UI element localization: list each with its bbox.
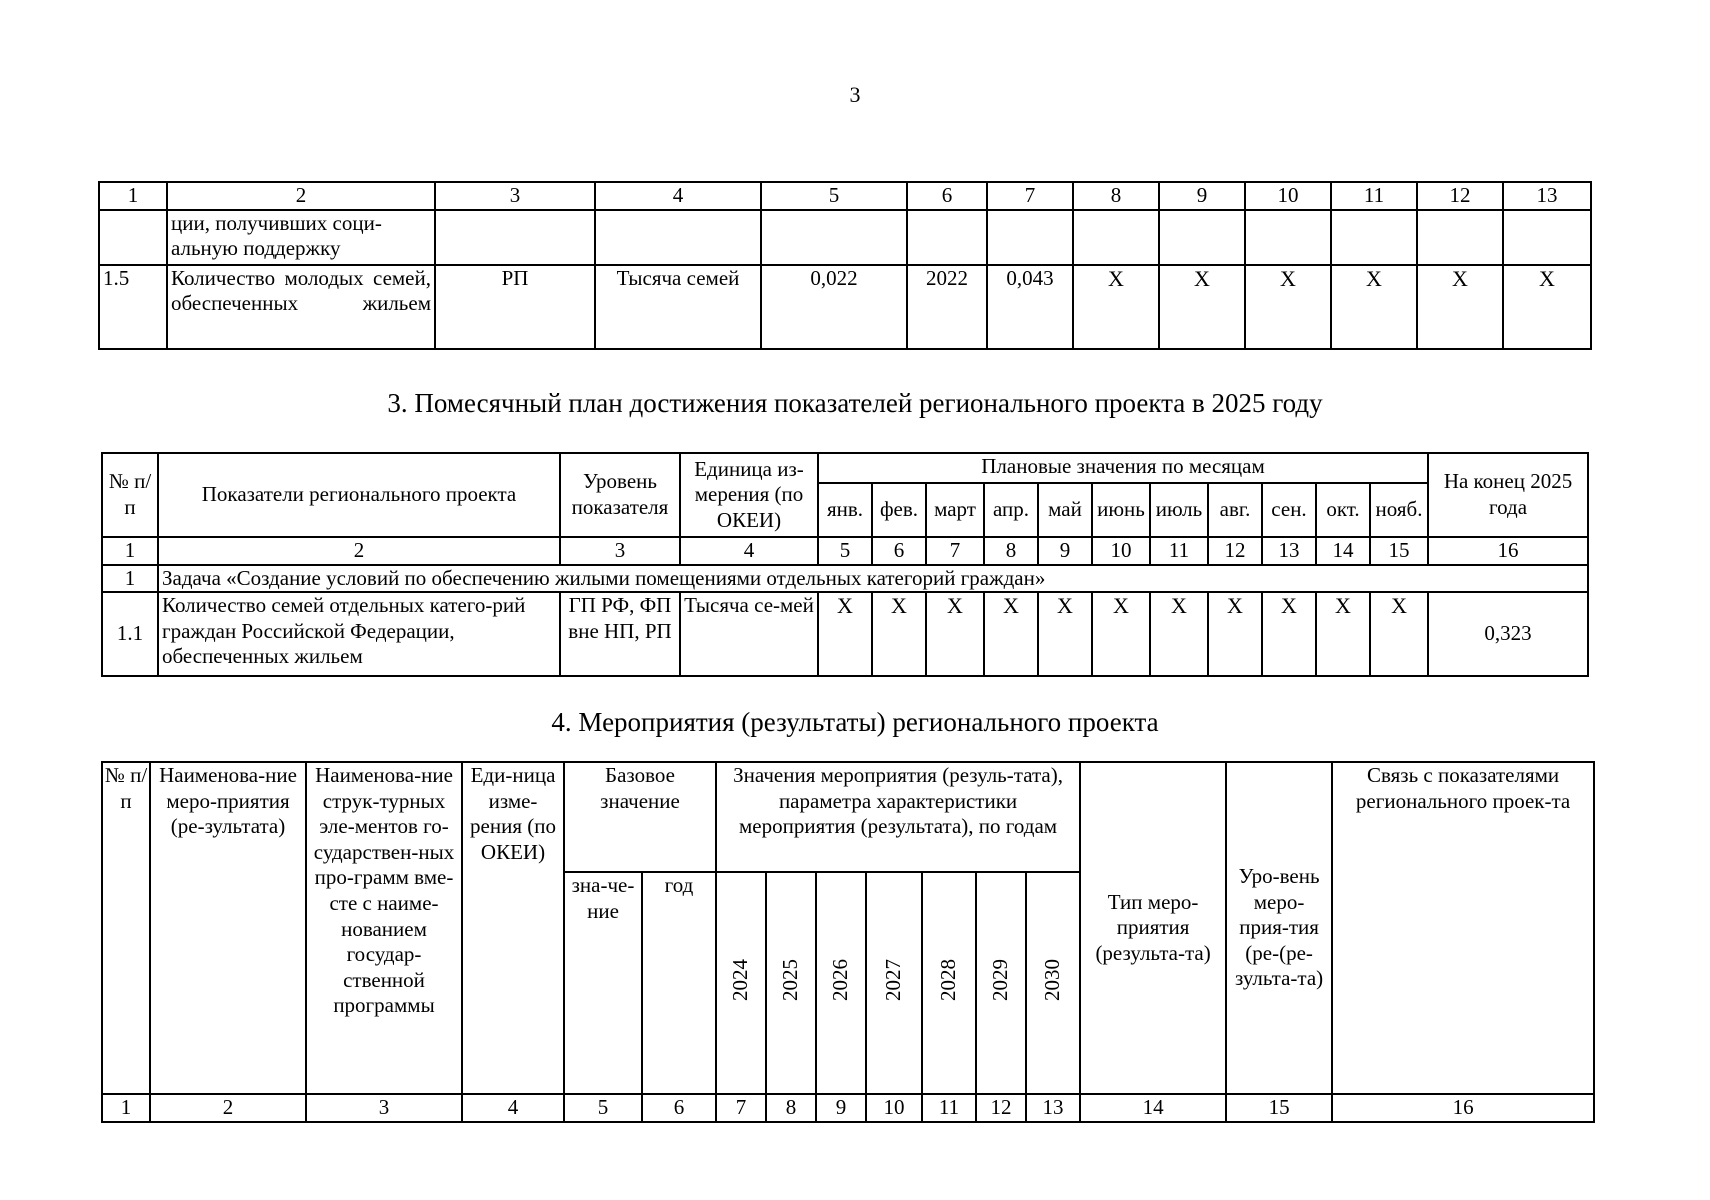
- x-mark: X: [1150, 592, 1208, 676]
- col-number: 8: [984, 537, 1038, 565]
- value-cell: 0,043: [987, 265, 1073, 349]
- col-number: 6: [872, 537, 926, 565]
- header-base-value: зна-че-ние: [564, 872, 642, 1094]
- x-mark: X: [818, 592, 872, 676]
- x-mark: X: [1262, 592, 1316, 676]
- row-number: 1.1: [102, 592, 158, 676]
- x-mark: X: [1159, 265, 1245, 349]
- year-label: 2029: [988, 958, 1013, 1001]
- header-plan: Плановые значения по месяцам: [818, 453, 1428, 483]
- col-number: 13: [1262, 537, 1316, 565]
- col-number: 4: [462, 1094, 564, 1122]
- col-number: 7: [987, 182, 1073, 210]
- task-number: 1: [102, 565, 158, 593]
- x-mark: X: [1245, 265, 1331, 349]
- col-number: 2: [167, 182, 435, 210]
- col-number: 1: [99, 182, 167, 210]
- col-number: 6: [907, 182, 987, 210]
- header-struct: Наименова-ние струк-турных эле-ментов го-сударствен-ных про-грамм вме-сте с наиме-нованием государ-ственной программы: [306, 762, 462, 1094]
- header-link: Связь с показателями регионального проек-та: [1332, 762, 1594, 1094]
- year-header: [1026, 872, 1080, 1094]
- column-number-row: [102, 537, 1588, 565]
- col-number: 10: [866, 1094, 922, 1122]
- col-number: 7: [716, 1094, 766, 1122]
- month-header: авг.: [1208, 483, 1262, 537]
- column-number-row: [99, 182, 1591, 210]
- x-mark: X: [1073, 265, 1159, 349]
- indicator-level: ГП РФ, ФП вне НП, РП: [560, 592, 680, 676]
- year-header: [816, 872, 866, 1094]
- year-label: 2026: [828, 958, 853, 1001]
- col-number: 16: [1332, 1094, 1594, 1122]
- col-number: 4: [680, 537, 818, 565]
- month-header: июль: [1150, 483, 1208, 537]
- col-number: 4: [595, 182, 761, 210]
- col-number: 14: [1316, 537, 1370, 565]
- year-header: [976, 872, 1026, 1094]
- table-row: [99, 210, 1591, 265]
- indicator-unit: Тысяча се-мей: [680, 592, 818, 676]
- col-number: 13: [1026, 1094, 1080, 1122]
- col-number: 7: [926, 537, 984, 565]
- table-row: [99, 265, 1591, 349]
- header-values: Значения мероприятия (резуль-тата), параметра характеристики мероприятия (результата), по годам: [716, 762, 1080, 872]
- table-row: [102, 592, 1588, 676]
- header-base: Базовое значение: [564, 762, 716, 872]
- month-header: янв.: [818, 483, 872, 537]
- col-number: 12: [976, 1094, 1026, 1122]
- month-header: июнь: [1092, 483, 1150, 537]
- month-header: окт.: [1316, 483, 1370, 537]
- indicator-name: Количество молодых семей, обеспеченных жильем: [167, 265, 435, 349]
- month-header: май: [1038, 483, 1092, 537]
- col-number: 2: [158, 537, 560, 565]
- indicators-table-continued: [98, 181, 1592, 350]
- indicator-level: РП: [435, 265, 595, 349]
- x-mark: X: [1092, 592, 1150, 676]
- header-unit: Единица из-мерения (по ОКЕИ): [680, 453, 818, 537]
- col-number: 12: [1208, 537, 1262, 565]
- month-header: фев.: [872, 483, 926, 537]
- year-header: [766, 872, 816, 1094]
- col-number: 9: [816, 1094, 866, 1122]
- col-number: 9: [1038, 537, 1092, 565]
- x-mark: X: [872, 592, 926, 676]
- year-label: 2030: [1040, 958, 1065, 1001]
- month-header: март: [926, 483, 984, 537]
- col-number: 11: [922, 1094, 976, 1122]
- x-mark: X: [1417, 265, 1503, 349]
- col-number: 1: [102, 1094, 150, 1122]
- base-value: 0,022: [761, 265, 907, 349]
- x-mark: X: [1503, 265, 1591, 349]
- col-number: 9: [1159, 182, 1245, 210]
- x-mark: X: [984, 592, 1038, 676]
- year-label: 2027: [881, 958, 906, 1001]
- year-header: [922, 872, 976, 1094]
- header-base-year: год: [642, 872, 716, 1094]
- task-text: Задача «Создание условий по обеспечению жилыми помещениями отдельных категорий граждан»: [158, 565, 1588, 593]
- indicator-name: Количество семей отдельных катего-рий граждан Российской Федерации, обеспеченных жильем: [158, 592, 560, 676]
- header-level: Уровень показателя: [560, 453, 680, 537]
- header-level: Уро-вень меро-прия-тия (ре-(ре-зульта-та): [1226, 762, 1332, 1094]
- year-header: [716, 872, 766, 1094]
- col-number: 16: [1428, 537, 1588, 565]
- x-mark: X: [1331, 265, 1417, 349]
- header-name: Наименова-ние меро-приятия (ре-зультата): [150, 762, 306, 1094]
- col-number: 3: [435, 182, 595, 210]
- year-label: 2024: [728, 958, 753, 1001]
- end-of-year-value: 0,323: [1428, 592, 1588, 676]
- col-number: 1: [102, 537, 158, 565]
- col-number: 15: [1226, 1094, 1332, 1122]
- header-num: № п/п: [102, 453, 158, 537]
- col-number: 5: [818, 537, 872, 565]
- col-number: 10: [1092, 537, 1150, 565]
- x-mark: X: [1038, 592, 1092, 676]
- col-number: 5: [761, 182, 907, 210]
- x-mark: X: [1370, 592, 1428, 676]
- monthly-plan-table: [101, 452, 1589, 677]
- header-num: № п/п: [102, 762, 150, 1094]
- col-number: 5: [564, 1094, 642, 1122]
- activities-table: [101, 761, 1595, 1123]
- col-number: 15: [1370, 537, 1428, 565]
- month-header: нояб.: [1370, 483, 1428, 537]
- row-number: 1.5: [99, 265, 167, 349]
- col-number: 2: [150, 1094, 306, 1122]
- col-number: 11: [1150, 537, 1208, 565]
- month-header: апр.: [984, 483, 1038, 537]
- month-header: сен.: [1262, 483, 1316, 537]
- page-number: 3: [849, 82, 861, 107]
- header-indicator: Показатели регионального проекта: [158, 453, 560, 537]
- col-number: 3: [306, 1094, 462, 1122]
- year-label: 2025: [778, 958, 803, 1001]
- col-number: 11: [1331, 182, 1417, 210]
- header-type: Тип меро-приятия (результа-та): [1080, 762, 1226, 1094]
- col-number: 13: [1503, 182, 1591, 210]
- col-number: 8: [1073, 182, 1159, 210]
- indicator-unit: Тысяча семей: [595, 265, 761, 349]
- base-year: 2022: [907, 265, 987, 349]
- year-header: [866, 872, 922, 1094]
- col-number: 10: [1245, 182, 1331, 210]
- col-number: 8: [766, 1094, 816, 1122]
- column-number-row: [102, 1094, 1594, 1122]
- section-3-title: 3. Помесячный план достижения показателей регионального проекта в 2025 году: [387, 388, 1323, 418]
- section-4-title: 4. Мероприятия (результаты) регионального проекта: [551, 707, 1159, 737]
- x-mark: X: [926, 592, 984, 676]
- col-number: 12: [1417, 182, 1503, 210]
- header-unit: Еди-ница изме-рения (по ОКЕИ): [462, 762, 564, 1094]
- col-number: 3: [560, 537, 680, 565]
- indicator-name-continued: ции, получивших соци-альную поддержку: [167, 210, 435, 265]
- x-mark: X: [1316, 592, 1370, 676]
- col-number: 6: [642, 1094, 716, 1122]
- x-mark: X: [1208, 592, 1262, 676]
- task-row: [102, 565, 1588, 593]
- col-number: 14: [1080, 1094, 1226, 1122]
- year-label: 2028: [936, 958, 961, 1001]
- header-end: На конец 2025 года: [1428, 453, 1588, 537]
